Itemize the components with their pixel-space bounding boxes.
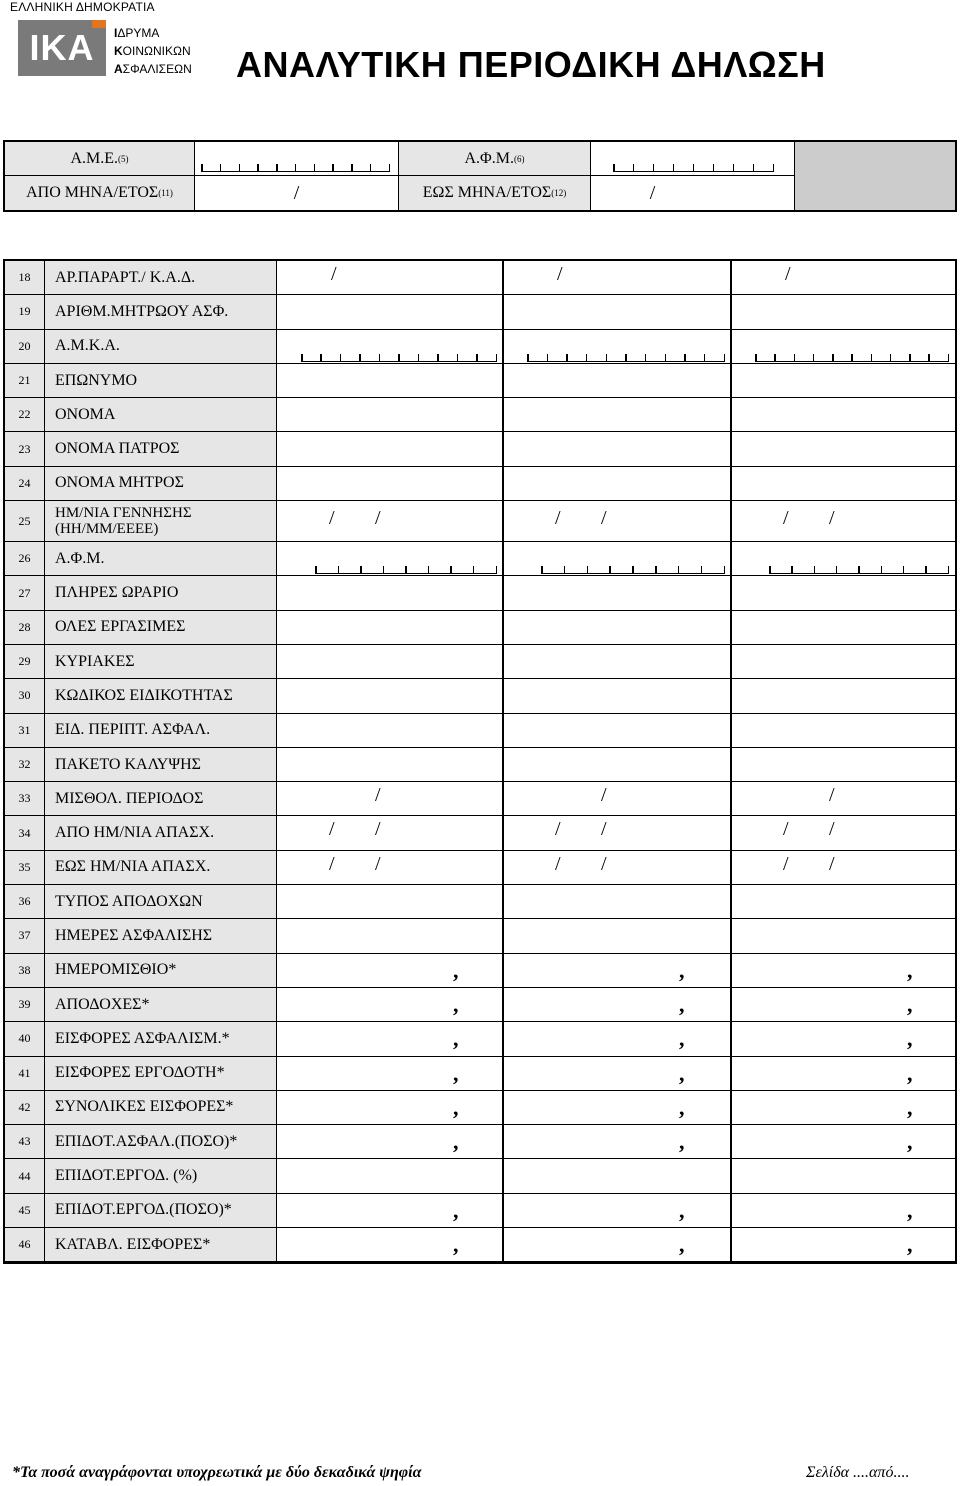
separator-mark: /	[829, 852, 835, 875]
value-field-3[interactable]	[731, 1228, 955, 1261]
employer-header-table	[3, 140, 957, 212]
value-field-2[interactable]	[503, 261, 731, 294]
value-field-1[interactable]	[277, 364, 503, 397]
digit-boxes	[527, 354, 725, 362]
row-number: 30	[5, 679, 45, 712]
value-field-2[interactable]	[503, 501, 731, 541]
value-field-2[interactable]	[503, 576, 731, 609]
value-field-2[interactable]	[503, 1057, 731, 1090]
row-label: ΑΡ.ΠΑΡΑΡΤ./ Κ.Α.Δ.	[45, 261, 277, 294]
value-field-2[interactable]	[503, 467, 731, 500]
value-field-3[interactable]	[731, 1159, 955, 1192]
row-number: 40	[5, 1022, 45, 1055]
separator-mark: /	[601, 784, 607, 807]
value-field-2[interactable]	[503, 1194, 731, 1227]
table-row	[5, 714, 955, 748]
table-row	[5, 782, 955, 816]
row-number: 29	[5, 645, 45, 678]
value-field-2[interactable]	[503, 919, 731, 952]
value-field-2[interactable]	[503, 1125, 731, 1158]
decimal-comma: ,	[453, 1129, 459, 1155]
decimal-comma: ,	[907, 1197, 913, 1223]
row-number: 31	[5, 714, 45, 747]
table-row	[5, 1091, 955, 1125]
value-field-3[interactable]	[731, 1091, 955, 1124]
table-row	[5, 645, 955, 679]
column-divider	[502, 261, 504, 1262]
ika-logo	[18, 20, 106, 78]
row-label: ΗΜΕΡΕΣ ΑΣΦΑΛΙΣΗΣ	[45, 919, 277, 952]
decimal-comma: ,	[453, 1026, 459, 1052]
decimal-comma: ,	[453, 1232, 459, 1258]
row-number: 22	[5, 398, 45, 431]
row-number: 28	[5, 611, 45, 644]
value-field-2[interactable]	[503, 645, 731, 678]
value-field-3[interactable]	[731, 295, 955, 328]
decimal-comma: ,	[679, 1129, 685, 1155]
value-field-2[interactable]	[503, 1091, 731, 1124]
separator-mark: /	[783, 507, 789, 530]
table-row	[5, 1057, 955, 1091]
row-label: ΕΠΙΔΟΤ.ΕΡΓΟΔ. (%)	[45, 1159, 277, 1192]
page-number: Σελίδα ....από....	[806, 1464, 910, 1481]
row-label: ΕΙΣΦΟΡΕΣ ΑΣΦΑΛΙΣΜ.*	[45, 1022, 277, 1055]
separator-mark: /	[375, 507, 381, 530]
table-row	[5, 1022, 955, 1056]
table-row	[5, 261, 955, 295]
value-field-1[interactable]	[277, 816, 503, 849]
separator-mark: /	[329, 507, 335, 530]
value-field-3[interactable]	[731, 851, 955, 884]
value-field-3[interactable]	[731, 576, 955, 609]
decimal-comma: ,	[907, 1232, 913, 1258]
table-row	[5, 432, 955, 466]
row-label: ΗΜ/ΝΙΑ ΓΕΝΝΗΣΗΣ (ΗΗ/ΜΜ/ΕΕΕΕ)	[45, 501, 277, 541]
corner-cell	[795, 142, 955, 210]
value-field-3[interactable]	[731, 611, 955, 644]
value-field-3[interactable]	[731, 782, 955, 815]
value-field-1[interactable]	[277, 295, 503, 328]
value-field-2[interactable]	[503, 364, 731, 397]
value-field-1[interactable]	[277, 679, 503, 712]
value-field-1[interactable]	[277, 467, 503, 500]
logo-text: IKA	[18, 28, 106, 68]
value-field-3[interactable]	[731, 714, 955, 747]
footnote: *Τα ποσά αναγράφονται υποχρεωτικά με δύο δεκαδικά ψηφία	[12, 1464, 422, 1481]
value-field-1[interactable]	[277, 432, 503, 465]
value-field-1[interactable]	[277, 782, 503, 815]
row-label: ΑΠΟΔΟΧΕΣ*	[45, 988, 277, 1021]
value-field-1[interactable]	[277, 542, 503, 575]
row-label: ΚΩΔΙΚΟΣ ΕΙΔΙΚΟΤΗΤΑΣ	[45, 679, 277, 712]
row-number: 21	[5, 364, 45, 397]
value-field-1[interactable]	[277, 885, 503, 918]
value-field-1[interactable]	[277, 919, 503, 952]
value-field-2[interactable]	[503, 748, 731, 781]
value-field-1[interactable]	[277, 330, 503, 363]
separator-mark: /	[329, 852, 335, 875]
decimal-comma: ,	[907, 1026, 913, 1052]
value-field-3[interactable]	[731, 748, 955, 781]
table-row	[5, 611, 955, 645]
decimal-comma: ,	[907, 957, 913, 983]
afm-digit-boxes	[613, 164, 774, 172]
org-line: ΚΟΙΝΩΝΙΚΩΝ	[114, 44, 191, 58]
table-row	[5, 501, 955, 542]
decimal-comma: ,	[679, 991, 685, 1017]
separator-mark: /	[783, 852, 789, 875]
digit-boxes	[755, 354, 949, 362]
value-field-2[interactable]	[503, 1228, 731, 1261]
separator-mark: /	[783, 818, 789, 841]
value-field-1[interactable]	[277, 1159, 503, 1192]
ame-digit-boxes	[201, 164, 390, 172]
row-number: 38	[5, 954, 45, 987]
row-label: ΑΠΟ ΗΜ/ΝΙΑ ΑΠΑΣΧ.	[45, 816, 277, 849]
value-field-3[interactable]	[731, 885, 955, 918]
table-row	[5, 988, 955, 1022]
row-label: ΜΙΣΘΟΛ. ΠΕΡΙΟΔΟΣ	[45, 782, 277, 815]
row-label: ΕΙΣΦΟΡΕΣ ΕΡΓΟΔΟΤΗ*	[45, 1057, 277, 1090]
separator-mark: /	[601, 507, 607, 530]
value-field-3[interactable]	[731, 1194, 955, 1227]
separator-mark: /	[331, 263, 337, 285]
separator-mark: /	[555, 818, 561, 841]
row-number: 39	[5, 988, 45, 1021]
value-field-1[interactable]	[277, 748, 503, 781]
decimal-comma: ,	[907, 1060, 913, 1086]
separator-mark: /	[829, 784, 835, 807]
separator-mark: /	[557, 263, 563, 285]
table-row	[5, 748, 955, 782]
decimal-comma: ,	[907, 1129, 913, 1155]
row-number: 24	[5, 467, 45, 500]
to-period-field[interactable]	[591, 176, 795, 210]
ame-label-cell: Α.Μ.Ε. (5)	[5, 142, 195, 176]
value-field-3[interactable]	[731, 261, 955, 294]
table-row	[5, 398, 955, 432]
decimal-comma: ,	[453, 957, 459, 983]
value-field-2[interactable]	[503, 714, 731, 747]
separator-mark: /	[829, 818, 835, 841]
value-field-3[interactable]	[731, 398, 955, 431]
row-label: Α.Μ.Κ.Α.	[45, 330, 277, 363]
row-label: ΠΛΗΡΕΣ ΩΡΑΡΙΟ	[45, 576, 277, 609]
value-field-2[interactable]	[503, 679, 731, 712]
row-number: 33	[5, 782, 45, 815]
row-label: Α.Φ.Μ.	[45, 542, 277, 575]
value-field-1[interactable]	[277, 398, 503, 431]
value-field-3[interactable]	[731, 988, 955, 1021]
row-label: ΕΠΙΔΟΤ.ΑΣΦΑΛ.(ΠΟΣΟ)*	[45, 1125, 277, 1158]
column-divider	[730, 261, 732, 1262]
to-label-cell: ΕΩΣ ΜΗΝΑ/ΕΤΟΣ (12)	[399, 176, 591, 210]
separator-mark: /	[829, 507, 835, 530]
value-field-1[interactable]	[277, 645, 503, 678]
separator-mark: /	[329, 818, 335, 841]
row-number: 44	[5, 1159, 45, 1192]
table-row	[5, 954, 955, 988]
value-field-3[interactable]	[731, 679, 955, 712]
decimal-comma: ,	[679, 957, 685, 983]
table-row	[5, 542, 955, 576]
afm-label-cell: Α.Φ.Μ. (6)	[399, 142, 591, 176]
row-number: 18	[5, 261, 45, 294]
value-field-1[interactable]	[277, 1194, 503, 1227]
decimal-comma: ,	[907, 1094, 913, 1120]
row-number: 45	[5, 1194, 45, 1227]
value-field-3[interactable]	[731, 542, 955, 575]
value-field-3[interactable]	[731, 364, 955, 397]
value-field-3[interactable]	[731, 954, 955, 987]
value-field-1[interactable]	[277, 1022, 503, 1055]
row-label: ΚΥΡΙΑΚΕΣ	[45, 645, 277, 678]
value-field-3[interactable]	[731, 645, 955, 678]
row-label: ΤΥΠΟΣ ΑΠΟΔΟΧΩΝ	[45, 885, 277, 918]
row-number: 46	[5, 1228, 45, 1261]
row-label: ΟΝΟΜΑ ΠΑΤΡΟΣ	[45, 432, 277, 465]
page-title: ΑΝΑΛΥΤΙΚΗ ΠΕΡΙΟΔΙΚΗ ΔΗΛΩΣΗ	[236, 44, 826, 85]
table-row	[5, 330, 955, 364]
row-number: 41	[5, 1057, 45, 1090]
row-label: ΠΑΚΕΤΟ ΚΑΛΥΨΗΣ	[45, 748, 277, 781]
value-field-2[interactable]	[503, 398, 731, 431]
republic-label: ΕΛΛΗΝΙΚΗ ΔΗΜΟΚΡΑΤΙΑ	[10, 0, 155, 14]
date-separator: /	[293, 181, 300, 204]
table-row	[5, 885, 955, 919]
value-field-3[interactable]	[731, 501, 955, 541]
from-period-field[interactable]	[195, 176, 399, 210]
row-number: 36	[5, 885, 45, 918]
decimal-comma: ,	[453, 1197, 459, 1223]
value-field-2[interactable]	[503, 1159, 731, 1192]
row-label: ΟΛΕΣ ΕΡΓΑΣΙΜΕΣ	[45, 611, 277, 644]
organization-name	[114, 24, 192, 78]
digit-boxes	[769, 566, 949, 574]
value-field-2[interactable]	[503, 816, 731, 849]
row-label: ΗΜΕΡΟΜΙΣΘΙΟ*	[45, 954, 277, 987]
row-label: ΕΩΣ ΗΜ/ΝΙΑ ΑΠΑΣΧ.	[45, 851, 277, 884]
decimal-comma: ,	[907, 991, 913, 1017]
value-field-2[interactable]	[503, 611, 731, 644]
separator-mark: /	[555, 507, 561, 530]
separator-mark: /	[375, 818, 381, 841]
table-row	[5, 1194, 955, 1228]
table-row	[5, 816, 955, 850]
value-field-2[interactable]	[503, 988, 731, 1021]
date-separator: /	[649, 181, 656, 204]
row-label: ΟΝΟΜΑ ΜΗΤΡΟΣ	[45, 467, 277, 500]
table-row	[5, 679, 955, 713]
row-number: 34	[5, 816, 45, 849]
separator-mark: /	[555, 852, 561, 875]
value-field-2[interactable]	[503, 851, 731, 884]
value-field-3[interactable]	[731, 919, 955, 952]
row-label: ΚΑΤΑΒΛ. ΕΙΣΦΟΡΕΣ*	[45, 1228, 277, 1261]
value-field-2[interactable]	[503, 330, 731, 363]
ame-field[interactable]	[195, 142, 399, 176]
separator-mark: /	[375, 852, 381, 875]
table-row	[5, 467, 955, 501]
row-label: ΕΙΔ. ΠΕΡΙΠΤ. ΑΣΦΑΛ.	[45, 714, 277, 747]
decimal-comma: ,	[679, 1232, 685, 1258]
table-row	[5, 919, 955, 953]
value-field-2[interactable]	[503, 542, 731, 575]
value-field-3[interactable]	[731, 432, 955, 465]
row-number: 19	[5, 295, 45, 328]
decimal-comma: ,	[679, 1060, 685, 1086]
row-label: ΕΠΙΔΟΤ.ΕΡΓΟΔ.(ΠΟΣΟ)*	[45, 1194, 277, 1227]
decimal-comma: ,	[679, 1197, 685, 1223]
row-label: ΕΠΩΝΥΜΟ	[45, 364, 277, 397]
employee-detail-table	[3, 259, 957, 1264]
table-row	[5, 851, 955, 885]
table-row	[5, 295, 955, 329]
row-number: 26	[5, 542, 45, 575]
separator-mark: /	[375, 784, 381, 807]
value-field-1[interactable]	[277, 954, 503, 987]
value-field-3[interactable]	[731, 1057, 955, 1090]
value-field-2[interactable]	[503, 1022, 731, 1055]
afm-field[interactable]	[591, 142, 795, 176]
decimal-comma: ,	[679, 1094, 685, 1120]
value-field-2[interactable]	[503, 432, 731, 465]
value-field-2[interactable]	[503, 954, 731, 987]
row-number: 27	[5, 576, 45, 609]
org-line: ΑΣΦΑΛΙΣΕΩΝ	[114, 62, 192, 76]
value-field-1[interactable]	[277, 611, 503, 644]
value-field-1[interactable]	[277, 714, 503, 747]
row-label: ΣΥΝΟΛΙΚΕΣ ΕΙΣΦΟΡΕΣ*	[45, 1091, 277, 1124]
decimal-comma: ,	[453, 991, 459, 1017]
value-field-1[interactable]	[277, 261, 503, 294]
row-number: 32	[5, 748, 45, 781]
value-field-1[interactable]	[277, 1057, 503, 1090]
row-number: 23	[5, 432, 45, 465]
row-number: 42	[5, 1091, 45, 1124]
value-field-3[interactable]	[731, 816, 955, 849]
value-field-1[interactable]	[277, 988, 503, 1021]
value-field-1[interactable]	[277, 1228, 503, 1261]
row-number: 25	[5, 501, 45, 541]
from-label-cell: ΑΠΟ ΜΗΝΑ/ΕΤΟΣ (11)	[5, 176, 195, 210]
table-row	[5, 1125, 955, 1159]
decimal-comma: ,	[679, 1026, 685, 1052]
value-field-3[interactable]	[731, 330, 955, 363]
digit-boxes	[541, 566, 725, 574]
row-number: 43	[5, 1125, 45, 1158]
table-row	[5, 576, 955, 610]
value-field-1[interactable]	[277, 501, 503, 541]
value-field-2[interactable]	[503, 782, 731, 815]
value-field-2[interactable]	[503, 295, 731, 328]
decimal-comma: ,	[453, 1060, 459, 1086]
separator-mark: /	[601, 852, 607, 875]
row-number: 35	[5, 851, 45, 884]
table-row	[5, 1228, 955, 1262]
row-label: ΑΡΙΘΜ.ΜΗΤΡΩΟΥ ΑΣΦ.	[45, 295, 277, 328]
decimal-comma: ,	[453, 1094, 459, 1120]
value-field-1[interactable]	[277, 576, 503, 609]
value-field-1[interactable]	[277, 851, 503, 884]
separator-mark: /	[785, 263, 791, 285]
table-row	[5, 1159, 955, 1193]
value-field-1[interactable]	[277, 1091, 503, 1124]
value-field-1[interactable]	[277, 1125, 503, 1158]
value-field-3[interactable]	[731, 1125, 955, 1158]
value-field-2[interactable]	[503, 885, 731, 918]
digit-boxes	[315, 566, 497, 574]
value-field-3[interactable]	[731, 467, 955, 500]
table-row	[5, 364, 955, 398]
value-field-3[interactable]	[731, 1022, 955, 1055]
row-number: 20	[5, 330, 45, 363]
separator-mark: /	[601, 818, 607, 841]
org-line: ΙΔΡΥΜΑ	[114, 26, 160, 40]
row-number: 37	[5, 919, 45, 952]
row-label: ΟΝΟΜΑ	[45, 398, 277, 431]
digit-boxes	[301, 354, 497, 362]
